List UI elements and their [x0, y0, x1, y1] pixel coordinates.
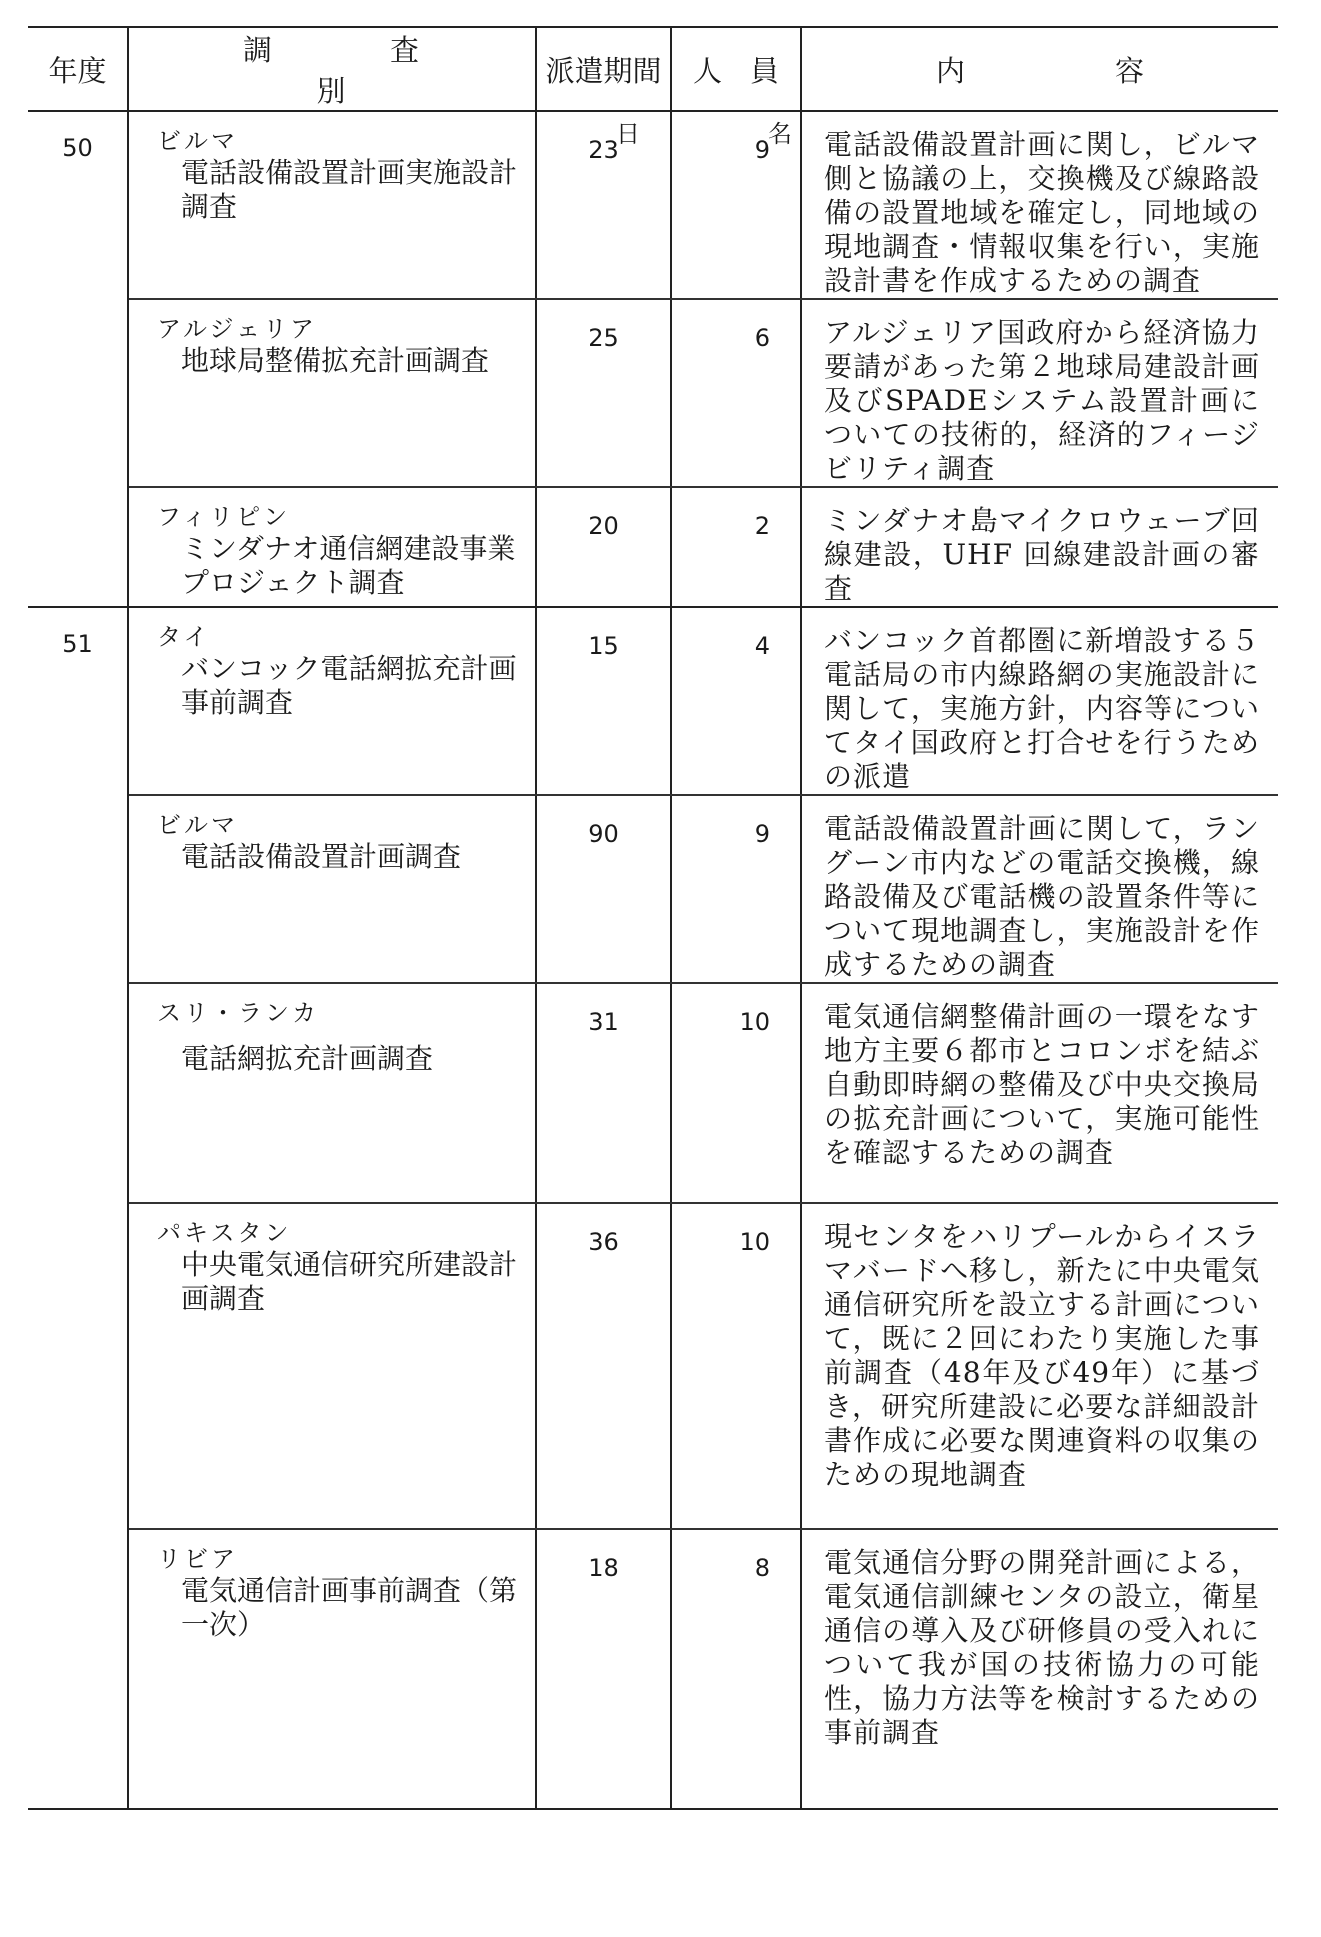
survey-type	[128, 487, 536, 607]
staff-value: 6	[754, 324, 770, 352]
staff-count	[671, 607, 801, 795]
staff-value: 2	[754, 512, 770, 540]
content-description: 現センタをハリプールからイスラマバードへ移し，新たに中央電気通信研究所を設立する計画について，既に２回にわたり実施した事前調査（48年及び49年）に基づき，研究所建設に必要な詳細設計書作成に必要な関連資料の収集のための現地調査	[801, 1203, 1278, 1529]
survey-subject: バンコック電話網拡充計画事前調査	[181, 652, 517, 719]
table-row	[28, 795, 1278, 983]
content-description: 電話設備設置計画に関し，ビルマ側と協議の上，交換機及び線路設備の設置地域を確定し，同地域の現地調査・情報収集を行い，実施設計書を作成するための調査	[801, 111, 1278, 299]
dispatch-days	[536, 795, 671, 983]
content-description: 電話設備設置計画に関して，ラングーン市内などの電話交換機，線路設備及び電話機の設置条件等について現地調査し，実施設計を作成するための調査	[801, 795, 1278, 983]
country-name: スリ・ランカ	[157, 999, 319, 1027]
country-name: ビルマ	[157, 127, 238, 155]
survey-type	[128, 1203, 536, 1529]
table-row	[28, 607, 1278, 795]
table-row	[28, 111, 1278, 299]
header-content-char: 内	[935, 53, 965, 88]
staff-value: 10	[739, 1228, 770, 1256]
header-staff-char: 人	[692, 53, 722, 88]
days-unit: 日	[616, 120, 640, 148]
country-name: フィリピン	[157, 503, 291, 531]
header-survey-type-char: 査	[390, 33, 422, 67]
days-value: 18	[588, 1554, 619, 1582]
days-value: 31	[588, 1008, 619, 1036]
content-description: 電気通信網整備計画の一環をなす地方主要６都市とコロンボを結ぶ自動即時網の整備及び中央交換局の拡充計画について，実施可能性を確認するための調査	[801, 983, 1278, 1203]
content-description: 電気通信分野の開発計画による，電気通信訓練センタの設立，衛星通信の導入及び研修員の受入れについて我が国の技術協力の可能性，協力方法等を検討するための事前調査	[801, 1529, 1278, 1809]
table-row	[28, 299, 1278, 487]
dispatch-days	[536, 299, 671, 487]
header-survey-type-char: 別	[316, 74, 348, 108]
staff-count	[671, 1203, 801, 1529]
table-row	[28, 487, 1278, 607]
survey-type	[128, 299, 536, 487]
country-name: ビルマ	[157, 811, 238, 839]
country-name: パキスタン	[157, 1219, 292, 1247]
content-description: アルジェリア国政府から経済協力要請があった第２地球局建設計画及びSPADEシステム設置計画についての技術的，経済的フィージビリティ調査	[801, 299, 1278, 487]
days-value: 20	[588, 512, 619, 540]
dispatch-days	[536, 983, 671, 1203]
days-value: 36	[588, 1228, 619, 1256]
staff-value: 4	[754, 632, 770, 660]
survey-subject: 中央電気通信研究所建設計画調査	[181, 1248, 518, 1315]
staff-value: 8	[754, 1554, 770, 1582]
dispatch-days	[536, 487, 671, 607]
country-name: リビア	[157, 1545, 238, 1573]
staff-value: 9	[754, 136, 770, 164]
days-value: 90	[588, 820, 619, 848]
survey-type	[128, 607, 536, 795]
staff-value: 10	[739, 1008, 770, 1036]
survey-type	[128, 795, 536, 983]
survey-subject: ミンダナオ通信網建設事業プロジェクト調査	[181, 532, 516, 599]
header-survey-type-char: 調	[242, 33, 274, 67]
staff-count	[671, 299, 801, 487]
dispatch-days	[536, 607, 671, 795]
staff-count	[671, 795, 801, 983]
dispatch-days	[536, 111, 671, 299]
table-row	[28, 1529, 1278, 1809]
table-row	[28, 1203, 1278, 1529]
dispatch-days	[536, 1203, 671, 1529]
country-name: アルジェリア	[157, 315, 317, 343]
header-content-char: 容	[1115, 53, 1145, 88]
staff-count	[671, 111, 801, 299]
header-dispatch-period: 派遣期間	[536, 27, 671, 111]
content-description: バンコック首都圏に新増設する５電話局の市内線路網の実施設計に関して，実施方針，内容等についてタイ国政府と打合せを行うための派遣	[801, 607, 1278, 795]
survey-type	[128, 983, 536, 1203]
fiscal-year: 50	[28, 111, 128, 607]
header-row	[28, 27, 1278, 111]
survey-type	[128, 111, 536, 299]
days-value: 15	[588, 632, 619, 660]
fiscal-year: 51	[28, 607, 128, 1809]
staff-count	[671, 1529, 801, 1809]
country-name: タイ	[157, 623, 211, 651]
survey-subject: 電気通信計画事前調査（第一次）	[181, 1574, 518, 1641]
content-description: ミンダナオ島マイクロウェーブ回線建設，UHF 回線建設計画の審査	[801, 487, 1278, 607]
survey-subject: 電話設備設置計画実施設計調査	[181, 156, 518, 223]
header-staff-char: 員	[750, 53, 780, 88]
header-year: 年度	[28, 27, 128, 111]
header-staff	[671, 27, 801, 111]
table-row	[28, 983, 1278, 1203]
dispatch-days	[536, 1529, 671, 1809]
days-value: 23	[588, 136, 619, 164]
survey-type	[128, 1529, 536, 1809]
survey-table	[28, 26, 1278, 1810]
staff-count	[671, 487, 801, 607]
days-value: 25	[588, 324, 619, 352]
staff-count	[671, 983, 801, 1203]
staff-value: 9	[754, 820, 770, 848]
survey-subject: 電話網拡充計画調査	[181, 1042, 434, 1075]
survey-subject: 地球局整備拡充計画調査	[181, 344, 490, 377]
survey-subject: 電話設備設置計画調査	[181, 840, 462, 873]
header-survey-type	[128, 27, 536, 111]
header-content	[801, 27, 1278, 111]
staff-unit: 名	[768, 120, 792, 148]
